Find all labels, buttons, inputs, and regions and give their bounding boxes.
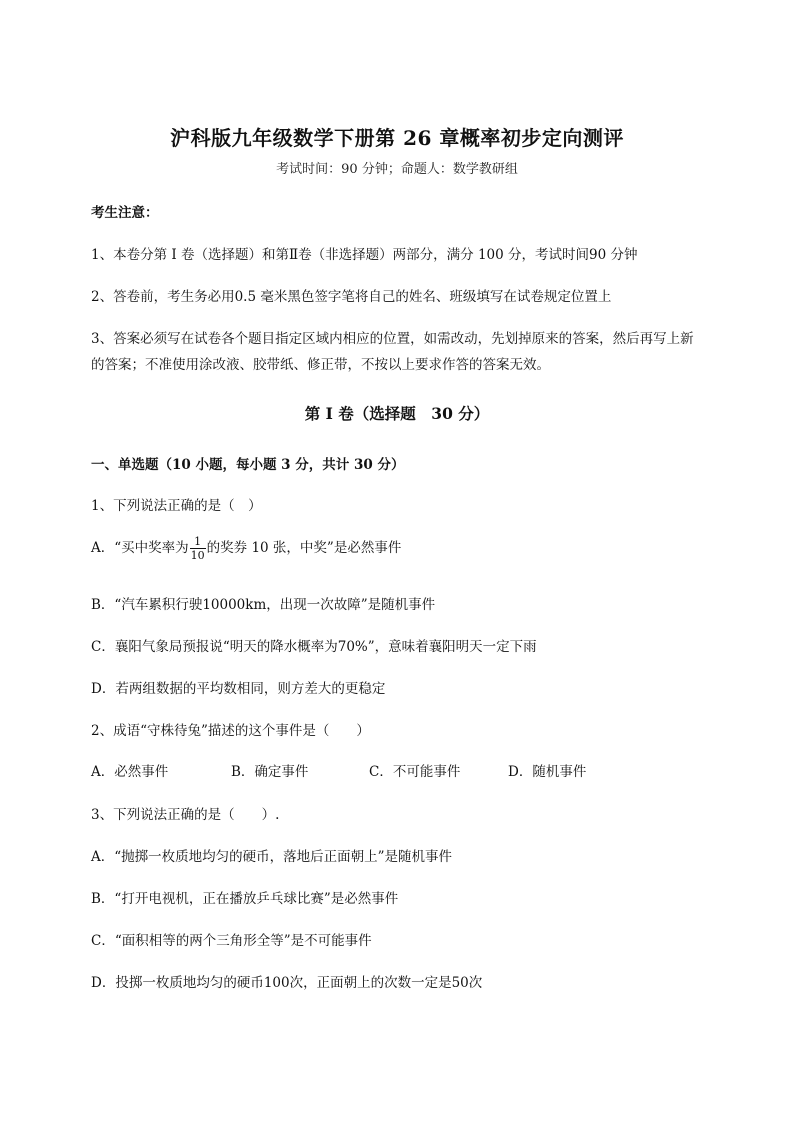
notice-item-3: 3、答案必须写在试卷各个题目指定区域内相应的位置，如需改动，先划掉原来的答案，然后再写上新 xyxy=(91,331,694,347)
notice-item-1: 1、本卷分第 I 卷（选择题）和第Ⅱ卷（非选择题）两部分，满分 100 分，考试时间90 分钟 xyxy=(91,247,638,263)
question-2-option-d: D．随机事件 xyxy=(508,764,587,780)
question-3-option-a: A．“抛掷一枚质地均匀的硬币，落地后正面朝上”是随机事件 xyxy=(91,849,453,865)
notice-item-3-cont: 的答案；不准使用涂改液、胶带纸、修正带，不按以上要求作答的答案无效。 xyxy=(91,357,550,373)
question-1-option-d: D．若两组数据的平均数相同，则方差大的更稳定 xyxy=(91,681,386,697)
question-2-stem: 2、成语“守株待兔”描述的这个事件是（ ） xyxy=(91,723,370,739)
question-1-option-c: C．襄阳气象局预报说“明天的降水概率为70%”，意味着襄阳明天一定下雨 xyxy=(91,639,537,655)
question-3-option-b: B．“打开电视机，正在播放乒乓球比赛”是必然事件 xyxy=(91,891,399,907)
question-3-stem: 3、下列说法正确的是（ ）. xyxy=(91,807,280,823)
question-2-option-c: C．不可能事件 xyxy=(369,764,461,780)
question-2-option-b: B．确定事件 xyxy=(231,764,309,780)
exam-subtitle: 考试时间：90 分钟；命题人：数学教研组 xyxy=(276,162,518,177)
question-1-stem: 1、下列说法正确的是（ ） xyxy=(91,498,262,514)
exam-title: 沪科版九年级数学下册第 26 章概率初步定向测评 xyxy=(170,126,624,150)
option-a-text-before: A．“买中奖率为 xyxy=(91,540,189,556)
option-a-text-after: 的奖券 10 张，中奖”是必然事件 xyxy=(206,540,402,556)
fraction-denominator: 10 xyxy=(190,549,205,562)
question-3-option-c: C．“面积相等的两个三角形全等”是不可能事件 xyxy=(91,933,372,949)
fraction xyxy=(190,535,206,562)
question-3-option-d: D．投掷一枚质地均匀的硬币100次，正面朝上的次数一定是50次 xyxy=(91,975,483,991)
section-title: 第 I 卷（选择题 30 分） xyxy=(304,404,490,423)
notice-heading: 考生注意： xyxy=(91,205,159,221)
fraction-numerator: 1 xyxy=(190,535,206,549)
question-1-option-a xyxy=(91,535,401,562)
question-1-option-b: B．“汽车累积行驶10000km，出现一次故障”是随机事件 xyxy=(91,597,436,613)
notice-item-2: 2、答卷前，考生务必用0.5 毫米黑色签字笔将自己的姓名、班级填写在试卷规定位置上 xyxy=(91,289,612,305)
part-title: 一、单选题（10 小题，每小题 3 分，共计 30 分） xyxy=(91,457,405,473)
question-2-option-a: A．必然事件 xyxy=(91,764,169,780)
